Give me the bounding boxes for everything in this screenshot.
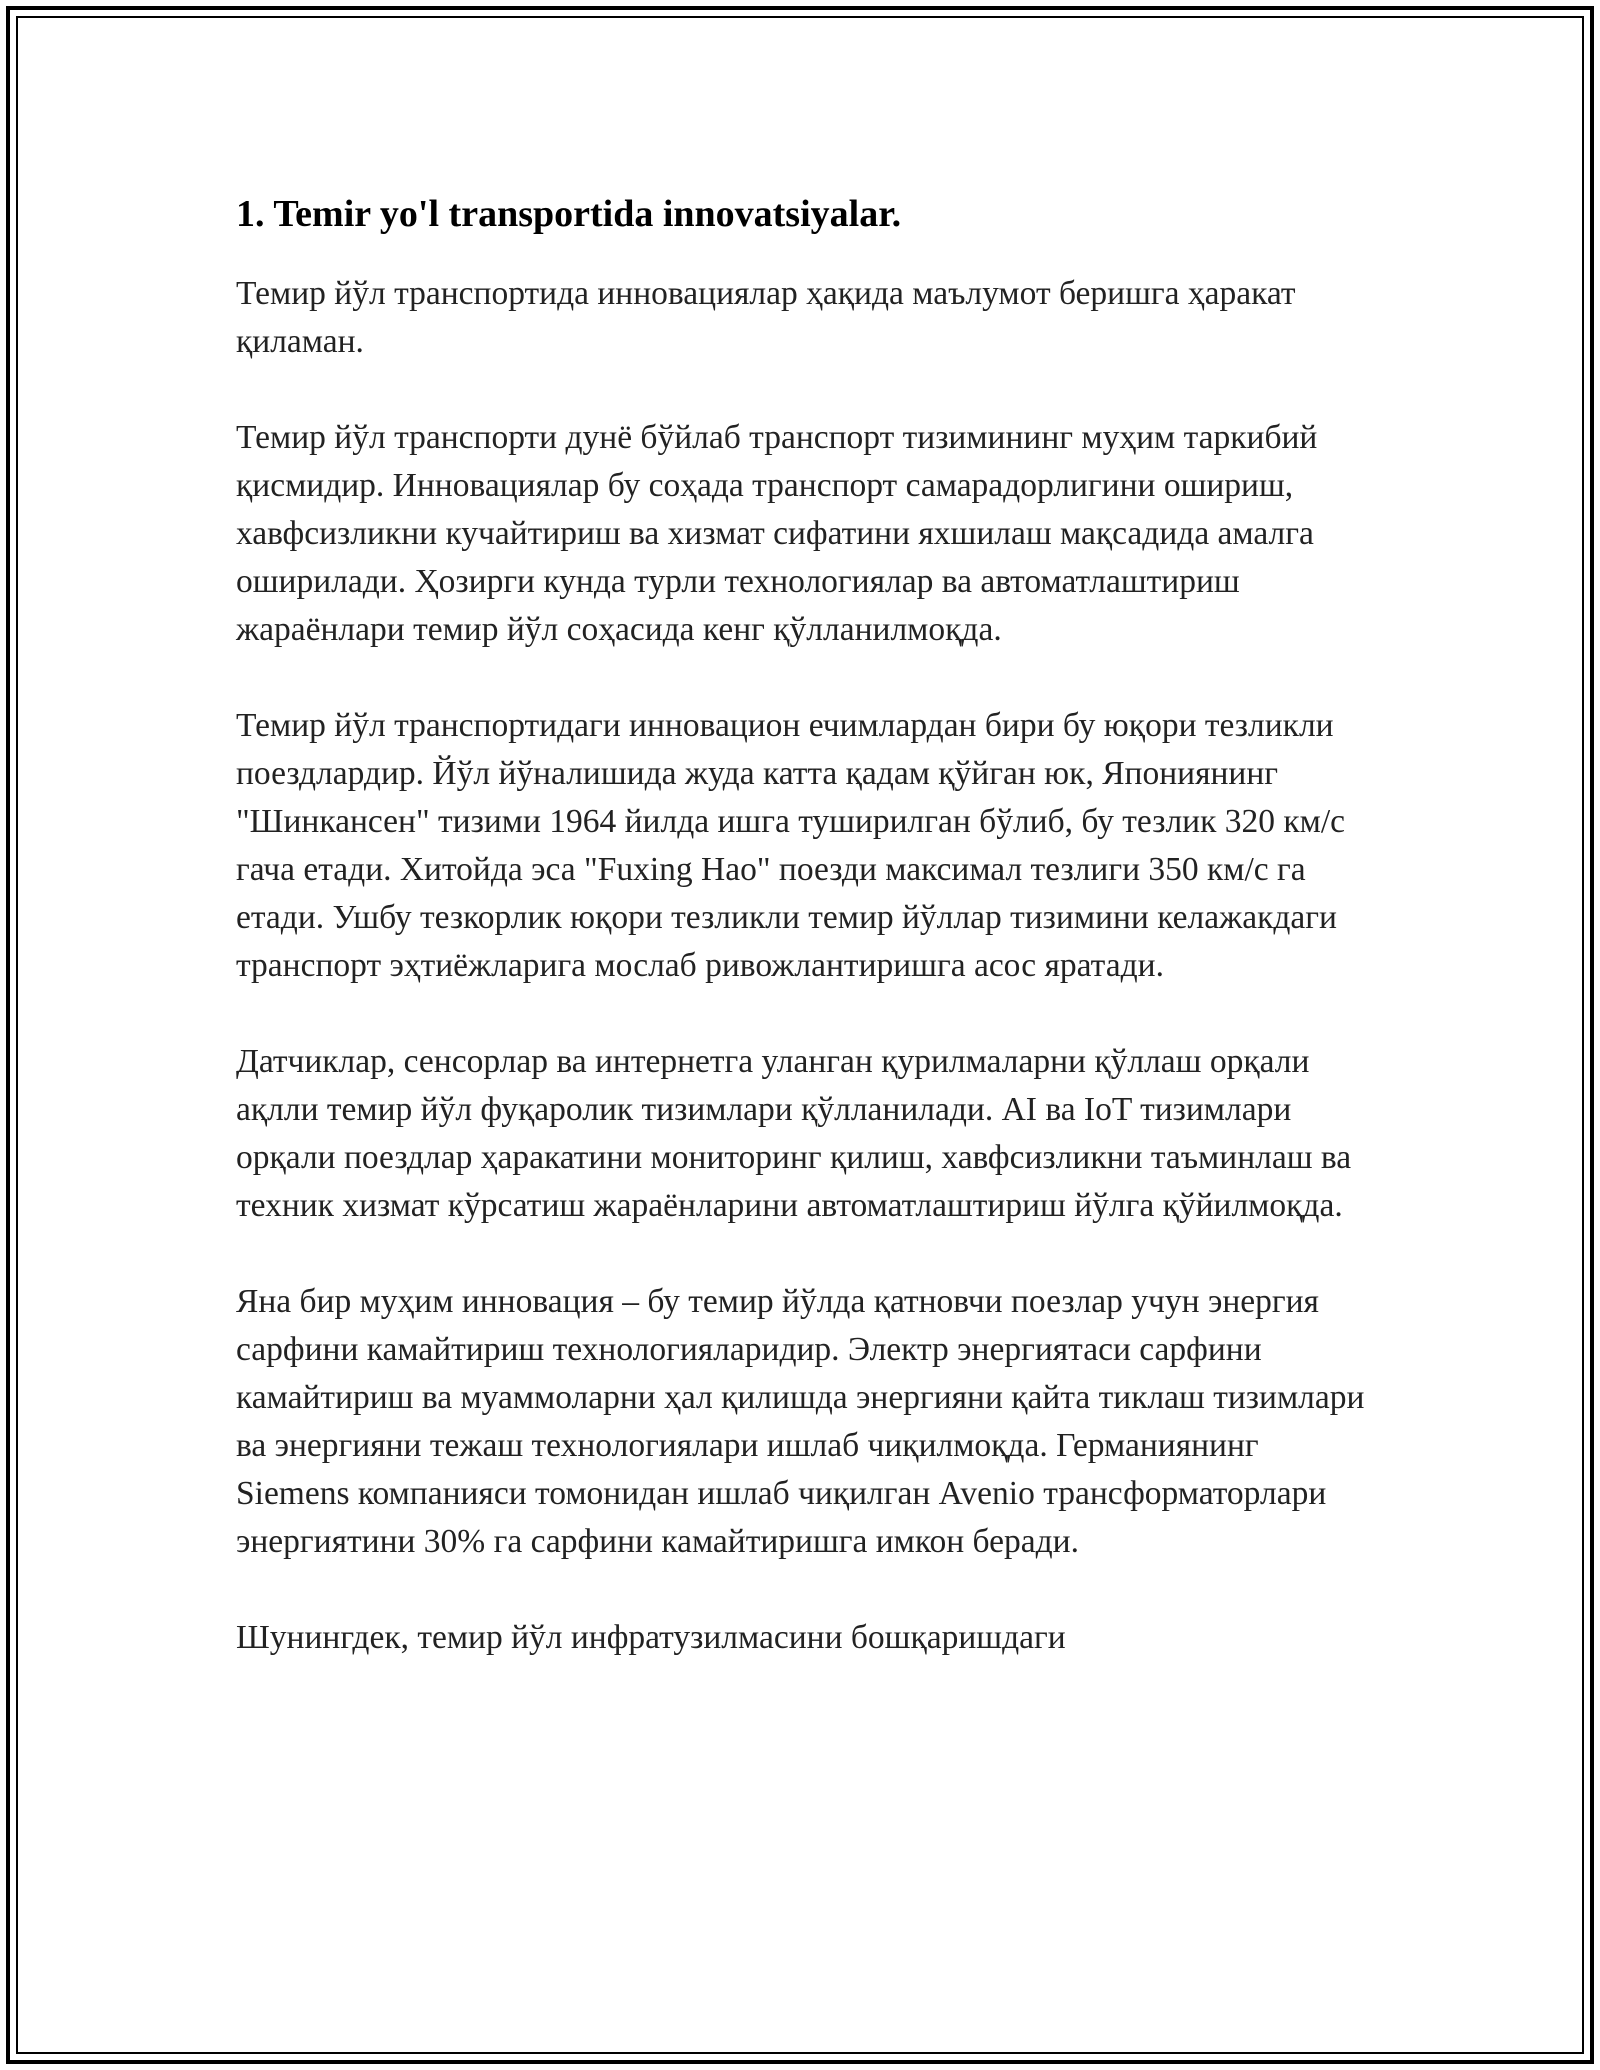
paragraph-overview: Темир йўл транспорти дунё бўйлаб транспорт тизимининг муҳим таркибий қисмидир. Инновациялар бу соҳада транспорт самарадорлигини ошириш, хавфсизликни кучайтириш ва хизмат сифатини яхшилаш мақсадида амалга оширилади. Ҳозирги кунда турли технологиялар ва автоматлаштириш жараёнлари темир йўл соҳасида кенг қўлланилмоқда. [236,419,1318,648]
document-title: 1. Temir yo'l transportida innovatsiyalar. [236,193,902,235]
paragraph-high-speed-trains: Темир йўл транспортидаги инновацион ечимлардан бири бу юқори тезликли поездлардир. Йўл йўналишида жуда катта қадам қўйган юк, Япониянинг "Шинкансен" тизими 1964 йилда ишга туширилган бўлиб, бу тезлик 320 км/с гача етади. Хитойда эса "Fuxing Hao" поезди максимал тезлиги 350 км/с га етади. Ушбу тезкорлик юқори тезликли темир йўллар тизимини келажакдаги транспорт эҳтиёжларига мослаб ривожлантиришга асос яратади. [236,707,1346,984]
document-body [236,188,1366,1662]
paragraph-smart-railway: Датчиклар, сенсорлар ва интернетга уланган қурилмаларни қўллаш орқали ақлли темир йўл фуқаролик тизимлари қўлланилади. AI ва IoT тизимлари орқали поездлар ҳаракатини мониторинг қилиш, хавфсизликни таъминлаш ва техник хизмат кўрсатиш жараёнларини автоматлаштириш йўлга қўйилмоқда. [236,1043,1352,1224]
paragraph-infrastructure: Шунингдек, темир йўл инфратузилмасини бошқаришдаги [236,1619,1066,1656]
paragraph-energy-saving: Яна бир муҳим инновация – бу темир йўлда қатновчи поезлар учун энергия сарфини камайтириш технологияларидир. Электр энергиятаси сарфини камайтириш ва муаммоларни ҳал қилишда энергияни қайта тиклаш тизимлари ва энергияни тежаш технологиялари ишлаб чиқилмоқда. Германиянинг Siemens компанияси томонидан ишлаб чиқилган Avenio трансформаторлари энергиятини 30% га сарфини камайтиришга имкон беради. [236,1283,1365,1560]
paragraph-intro: Темир йўл транспортида инновациялар ҳақида маълумот беришга ҳаракат қиламан. [236,275,1296,360]
